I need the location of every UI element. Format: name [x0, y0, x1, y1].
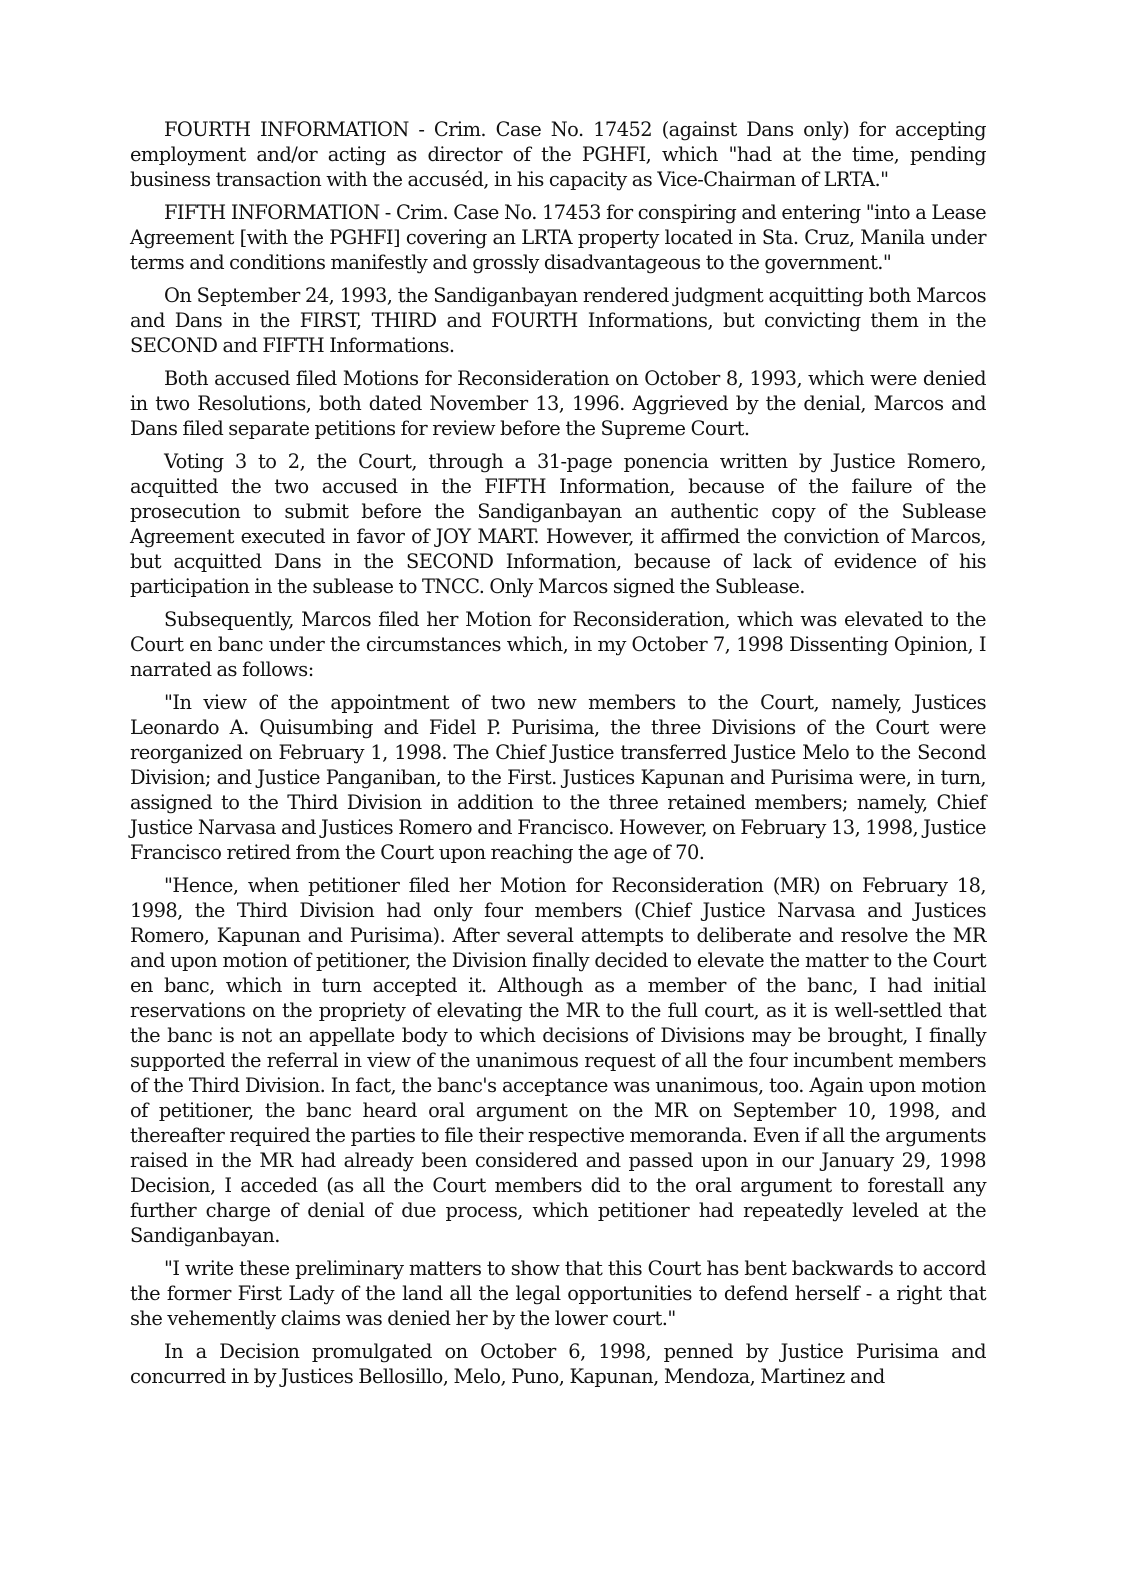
paragraph-decision-promulgated: In a Decision promulgated on October 6, 1998, penned by Justice Purisima and concurred in by Justices Bellosillo, Melo, Puno, Kapunan, Mendoza, Martinez and [130, 1340, 986, 1388]
paragraph-sandiganbayan-judgment: On September 24, 1993, the Sandiganbayan rendered judgment acquitting both Marcos and Dans in the FIRST, THIRD and FOURTH Informations, but convicting them in the SECOND and FIFTH Informations. [130, 284, 986, 357]
paragraph-quote-appointment: "In view of the appointment of two new members to the Court, namely, Justices Leonardo A. Quisumbing and Fidel P. Purisima, the three Divisions of the Court were reorganized on February 1, 1998. The Chief Justice transferred Justice Melo to the Second Division; and Justice Panganiban, to the First. Justices Kapunan and Purisima were, in turn, assigned to the Third Division in addition to the three retained members; namely, Chief Justice Narvasa and Justices Romero and Francisco. However, on February 13, 1998, Justice Francisco retired from the Court upon reaching the age of 70. [130, 691, 986, 864]
paragraph-voting: Voting 3 to 2, the Court, through a 31-page ponencia written by Justice Romero, acquitted the two accused in the FIFTH Information, because of the failure of the prosecution to submit before the Sandiganbayan an authentic copy of the Sublease Agreement executed in favor of JOY MART. However, it affirmed the conviction of Marcos, but acquitted Dans in the SECOND Information, because of lack of evidence of his participation in the sublease to TNCC. Only Marcos signed the Sublease. [130, 450, 986, 598]
paragraph-quote-preliminary-matters: "I write these preliminary matters to show that this Court has bent backwards to accord the former First Lady of the land all the legal opportunities to defend herself - a right that she vehemently claims was denied her by the lower court." [130, 1257, 986, 1330]
paragraph-fourth-information: FOURTH INFORMATION - Crim. Case No. 17452 (against Dans only) for accepting employment and/or acting as director of the PGHFI, which "had at the time, pending business transaction with the accuséd, in his capacity as Vice-Chairman of LRTA." [130, 118, 986, 191]
paragraph-quote-hence: "Hence, when petitioner filed her Motion for Reconsideration (MR) on February 18, 1998, the Third Division had only four members (Chief Justice Narvasa and Justices Romero, Kapunan and Purisima). After several attempts to deliberate and resolve the MR and upon motion of petitioner, the Division finally decided to elevate the matter to the Court en banc, which in turn accepted it. Although as a member of the banc, I had initial reservations on the propriety of elevating the MR to the full court, as it is well-settled that the banc is not an appellate body to which decisions of Divisions may be brought, I finally supported the referral in view of the unanimous request of all the four incumbent members of the Third Division. In fact, the banc's acceptance was unanimous, too. Again upon motion of petitioner, the banc heard oral argument on the MR on September 10, 1998, and thereafter required the parties to file their respective memoranda. Even if all the arguments raised in the MR had already been considered and passed upon in our January 29, 1998 Decision, I acceded (as all the Court members did to the oral argument to forestall any further charge of denial of due process, which petitioner had repeatedly leveled at the Sandiganbayan. [130, 874, 986, 1247]
paragraph-fifth-information: FIFTH INFORMATION - Crim. Case No. 17453 for conspiring and entering "into a Lease Agreement [with the PGHFI] covering an LRTA property located in Sta. Cruz, Manila under terms and conditions manifestly and grossly disadvantageous to the government." [130, 201, 986, 274]
paragraph-subsequently: Subsequently, Marcos filed her Motion for Reconsideration, which was elevated to the Court en banc under the circumstances which, in my October 7, 1998 Dissenting Opinion, I narrated as follows: [130, 608, 986, 681]
paragraph-motions-for-reconsideration: Both accused filed Motions for Reconsideration on October 8, 1993, which were denied in two Resolutions, both dated November 13, 1996. Aggrieved by the denial, Marcos and Dans filed separate petitions for review before the Supreme Court. [130, 367, 986, 440]
document-page [130, 117, 986, 1397]
